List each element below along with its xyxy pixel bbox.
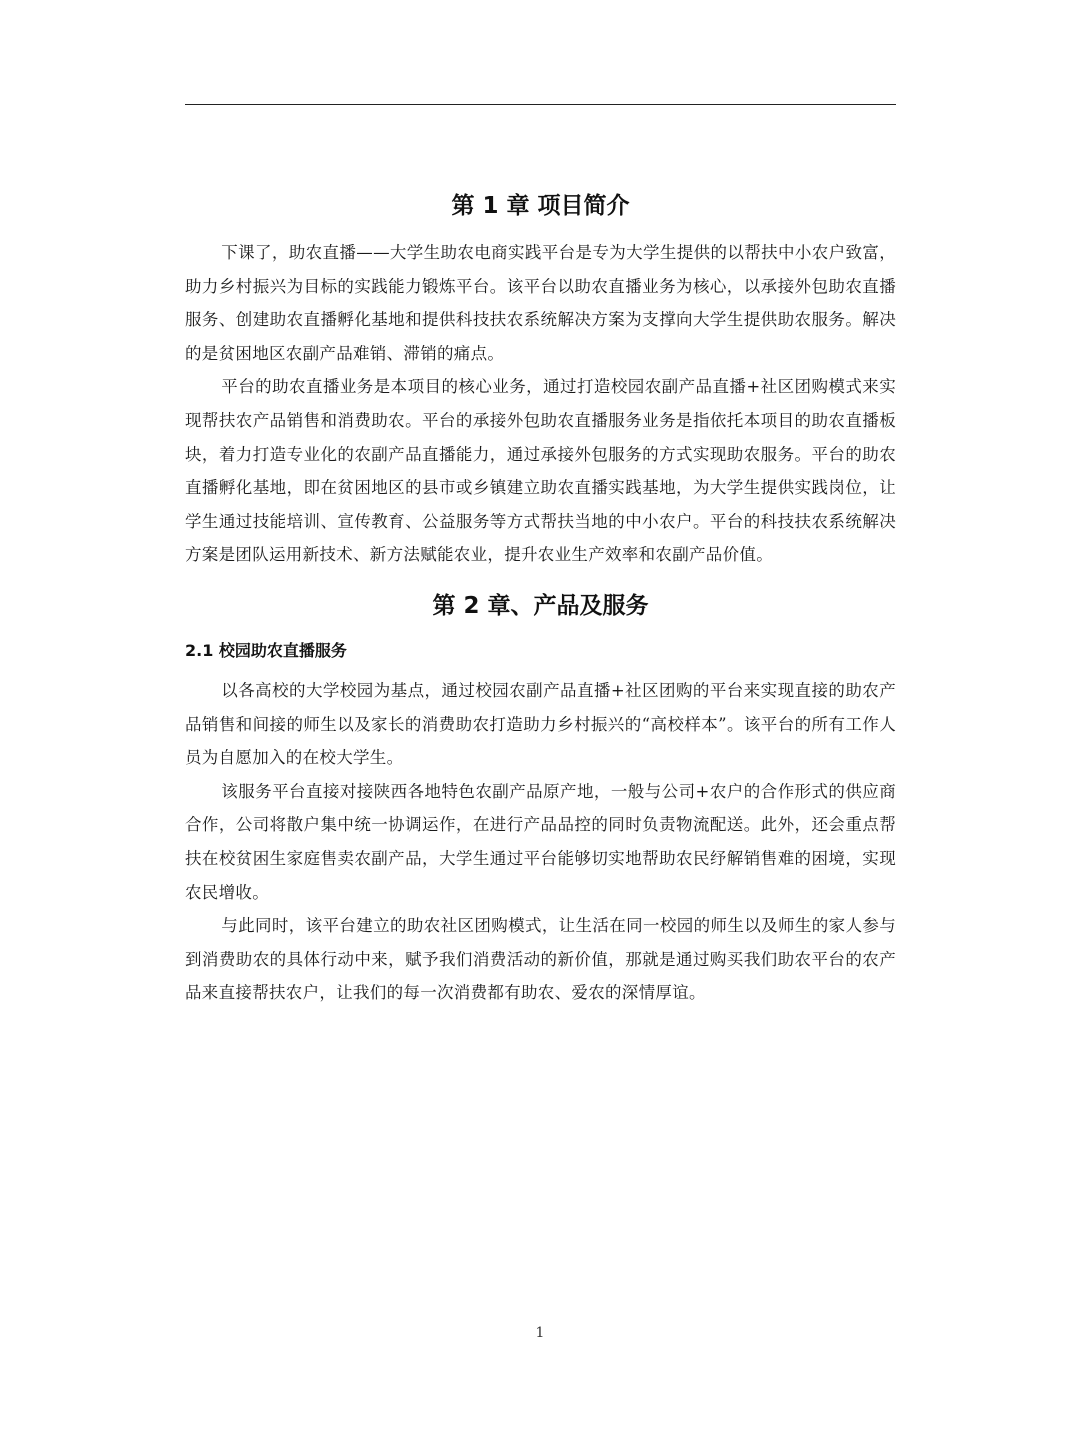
- section-2-1-paragraph-1: 以各高校的大学校园为基点，通过校园农副产品直播+社区团购的平台来实现直接的助农产品销售和间接的师生以及家长的消费助农打造助力乡村振兴的“高校样本”。该平台的所有工作人员为自愿加入的在校大学生。: [185, 680, 896, 768]
- header-rule: [185, 104, 896, 105]
- chapter-1-paragraph-1: 下课了，助农直播——大学生助农电商实践平台是专为大学生提供的以帮扶中小农户致富，助力乡村振兴为目标的实践能力锻炼平台。该平台以助农直播业务为核心，以承接外包助农直播服务、创建助农直播孵化基地和提供科技扶农系统解决方案为支撑向大学生提供助农服务。解决的是贫困地区农副产品难销、滞销的痛点。: [185, 243, 896, 363]
- section-2-1-title: 2.1 校园助农直播服务: [185, 640, 347, 660]
- chapter-1-paragraph-2: 平台的助农直播业务是本项目的核心业务，通过打造校园农副产品直播+社区团购模式来实现帮扶农产品销售和消费助农。平台的承接外包助农直播服务业务是指依托本项目的助农直播板块，着力打造专业化的农副产品直播能力，通过承接外包服务的方式实现助农服务。平台的助农直播孵化基地，即在贫困地区的县市或乡镇建立助农直播实践基地，为大学生提供实践岗位，让学生通过技能培训、宣传教育、公益服务等方式帮扶当地的中小农户。平台的科技扶农系统解决方案是团队运用新技术、新方法赋能农业，提升农业生产效率和农副产品价值。: [185, 377, 896, 565]
- chapter-2-title: 第 2 章、产品及服务: [432, 592, 649, 619]
- section-2-1-paragraph-3: 与此同时，该平台建立的助农社区团购模式，让生活在同一校园的师生以及师生的家人参与到消费助农的具体行动中来，赋予我们消费活动的新价值，那就是通过购买我们助农平台的农产品来直接帮扶农户，让我们的每一次消费都有助农、爱农的深情厚谊。: [185, 916, 896, 1003]
- chapter-1-title: 第 1 章 项目简介: [451, 193, 630, 219]
- section-2-1-paragraph-2: 该服务平台直接对接陕西各地特色农副产品原产地，一般与公司+农户的合作形式的供应商合作，公司将散户集中统一协调运作，在进行产品品控的同时负责物流配送。此外，还会重点帮扶在校贫困生家庭售卖农副产品，大学生通过平台能够切实地帮助农民纾解销售难的困境，实现农民增收。: [185, 781, 896, 902]
- page-number: 1: [535, 1325, 545, 1341]
- document-body: [185, 186, 896, 1010]
